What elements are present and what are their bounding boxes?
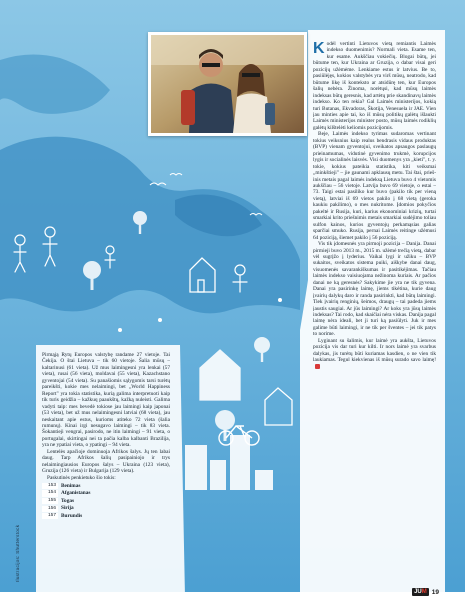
ranking-place: 157	[42, 513, 58, 519]
right-paragraph-2: Beje, Laimės indekso tyrimas sudaromas vertinant tokius veiksnius kaip realus bendrasis vidaus produktas (BVP) vienam gyventojui, sveikatos apsaugos paslaugų prieinamumas, vidutinė gyvenimo trukmė, korupcijos lygis ir socialinės laisvės. Visi duomenys yra „kieti", t. y. tokie, kokius pateikia statistika, kiti veiksmai „minkštieji" – jie gaunami apklausų metu. Tai štai, priešinis metais pagal laimės indeksą Lietuva buvo 4 vietomis aukščiau – 56 vietoje. Latvija buvo 69 vietoje, o estai – 73. Taigi estai pasiliko kur buvo (pakilo tik per vieną vietą), latviai iš 69 vietos pakilo į 68 vietą (geroka kaukiu pakilimo), o mes nukritome. Įdomios pokyčios pakeltė ir Rusija, kuri, karius ekonominiai krizių, turtai smarkiai krito priešnimis metais smarkiai sudėjimo toliau sulfon kainos, kurios gyventojų perkamąsias galias sparčiai smuko. Rusija, pernai Laimės reitinge užėmusi 64 poziciją, šiemet pakilo į 56 poziciją.	[313, 131, 436, 241]
couple-travel-photo	[148, 32, 307, 136]
article-end-mark	[315, 364, 320, 369]
right-paragraph-3: Vis tik įdomesnės yra pirmoji pozicija – Danija. Danai pirmieji buvo 2013 m., 2015 m. užėmė trečią vietą, dabar vėl sugrįžo į lyderius. Vaikai lygi ir užiku – BVP sukaitos, sveikatos sistema puiki, aiškybe danai daug, visuomenės savarankiškumas ir pasitikėjimas. Tačiau laimės indekso vaisiuojama nežinoma kuriais. Ar pačios danai ne ką geresnės? Sakykime jie yra ne tik gyvena. Danai yra pasirinkę laimę, jiems tikėtina, kurie daug įvairių dalykų daro ir randa pasirinkti, kad būtų laimingi. Tiek įvairių renginių, šeimos, draugų – tai padeda jiems jaustis saugiai. Ar jūs laimingi? Ar koks yra jūsų laimės indeksas? Tai rodo, kad skaičiai nėra viskas. Danija pagal laimę nėra ideali, bet ji turi ką pasiūlyti. Juk ir mes galime būti laimingi, ir ne tik per šventes – jei tik patys to norime.	[313, 241, 436, 338]
left-article-column	[42, 352, 170, 592]
ranking-item	[42, 497, 170, 505]
page-number: 19	[431, 588, 439, 596]
ranking-list	[42, 482, 170, 520]
ranking-country: Burundis	[61, 513, 83, 519]
ranking-heading: Paskutinės penkietuko šio tokis:	[47, 474, 116, 481]
ranking-item	[42, 482, 170, 490]
ranking-place: 156	[42, 506, 58, 512]
ranking-place: 155	[42, 498, 58, 504]
footer-strip	[0, 592, 465, 600]
left-paragraph-2: Lentelės apačioje dominuoja Afrikos šalys. Jų ten labai daug. Tarp Afrikos šalių pasipainiojo ir trys nelaimingiausios Europos šalys – Ukraina (123 vieta), Gruzija (126 vieta) ir Bulgarija (129 vieta).	[42, 448, 170, 475]
right-article-column	[313, 41, 436, 586]
ranking-item	[42, 512, 170, 520]
illustration-credit: Ilustracijos: Shutterstock	[16, 524, 21, 582]
ranking-place: 154	[42, 490, 58, 496]
left-paragraph-1: Pirmąją Rytų Europos valstybę randame 27 vietoje. Tai Čekija. O štai Lietuva – tik 60 vietoje. Šalia mūsų – kaltarinusi (61 vieta). Už mus laimingesni yra lenkai (57 vieta), rusai (56 vieta), moldavai (55 vieta), Kazachstano gyventojai (54 vieta). Su panašiomis sąlygomis tarsi turėtų pareikšti, kokie mes nelaimingi, bet „World Happiness Report" yra tokia statistika, kurią galima interpretuoti kaip tik turis geidžia – kažkuq paaukštų, kažką nuleisti. Galima vadyti taip: mes bevedė tokiose jau laimingi kaip japonai (53 vieta), bet už mus nelaimingesni latviai (68 vieta), jau neskaitant apie estus, kurioms atiteko 72 vieta (šalia rumunų). Kinai irgi nesugavo laimingi – tik 83 vieta. Šokantieji vengrai, pasirodo, ne itin laimingi – 91 vieta, o portugalai, skirtingai nei ta pačia kalba kalbanti Brazilija, yra ne ypatiai vieta, o ypatingi – 94 vieta.	[42, 352, 170, 449]
ranking-country: Benimas	[61, 482, 81, 489]
right-paragraph-1: Kodėl vertinti Lietuvos vietą remiantis Laimės indekso duomenimis? Normali vieta. Esame ten, kur esame. Aukščiau vokiečių. Blogai būtų, jei būtume ten, kur Ukraina ar Gruzija, o dabar visai geri pozicijų užėmėme. Lenkiame estus ir latvius. Be to, pasiūlėjęs, kokios valstybės yra virš mūsų, neatrodo, kad būtume likę iš konteksto ar atsidūrę ten, kur Europos šalių nebėra. Žinoma, norėtųsi, kad mūsų laimės indeksas būtų geresnis, kad artėtų prie skandinavų laimės indekso. Ko ten rekia? Gal Laimės ministerijos, kokią turi Butanas, Ekvadoras, Škotija, Venesuela ir JAE. Vien jau minties apie tai, ko iš mūsų politikų galėtų išlaukti Laimės ministerijos minister posto, mūsų laimės rodiklių galėtų kilštelėti keliomis pozicijomis.	[313, 41, 436, 131]
ranking-country: Togas	[61, 497, 75, 504]
magazine-logo: JUM	[414, 589, 427, 595]
ranking-place: 153	[42, 483, 58, 489]
ranking-item	[42, 490, 170, 498]
page-footer	[412, 588, 439, 596]
ranking-item	[42, 505, 170, 513]
right-paragraph-4: Lyginant su šalimis, kur laimė yra aukšta, Lietuvos pozicija vis dar turi kur kilti. Ir nors laimė yra svarbus dalykas, jis turėtų būti kuriamas kasdien, o ne vien tik laukiamas. Tegul kiekvienas iš mūsų surado savo laimę!	[313, 338, 436, 370]
ranking-country: Sirija	[61, 505, 74, 512]
dropcap: K	[313, 41, 325, 57]
ranking-country: Afganistanas	[61, 490, 91, 497]
